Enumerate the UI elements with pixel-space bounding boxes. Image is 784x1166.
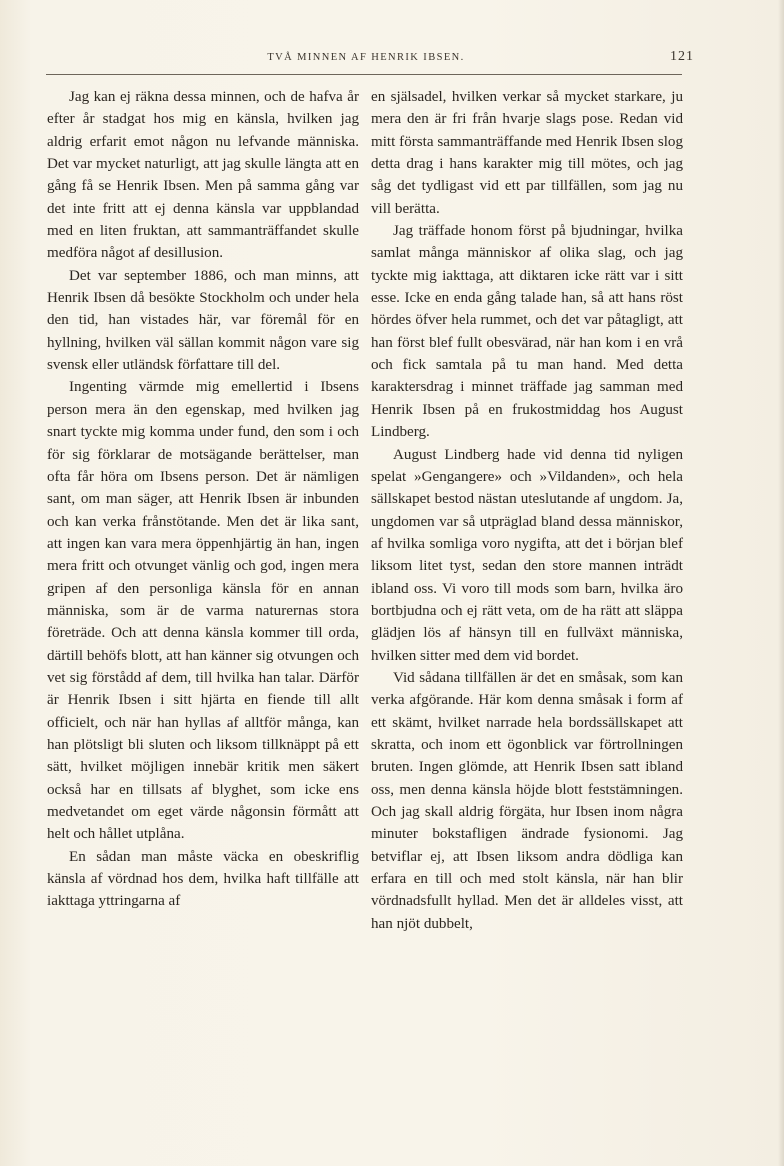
page-number: 121 (670, 49, 694, 64)
right-text-column (371, 86, 683, 935)
paragraph: Ingenting värmde mig emellertid i Ibsens person mera än den egenskap, med hvilken jag snart tyckte mig komma under fund, den som i och för sig förklarar de motsägande berättelser, man ofta får höra om Ibsens person. Det är nämligen sant, om man säger, att Henrik Ibsen är inbunden och kan verka frånstötande. Men det är lika sant, att ingen kan vara mera öppenhjärtig än han, ingen mera fritt och otvunget vänlig och god, ingen mera gripen af den personliga känsla för en annan människa, som är de varma naturernas stora företräde. Och att denna känsla kommer till orda, därtill behöfs blott, att han känner sig otvungen och vet sig förstådd af dem, till hvilka han talar. Därför är Henrik Ibsen i sitt hjärta en fiende till allt officielt, och när han hyllas af alltför många, kan han plötsligt bli sluten och liksom tillknäppt på ett sätt, hvilket möjligen innebär kritik men säkert också har en tillsats af blyghet, som icke ens medvetandet om eget värde någonsin förmått att helt och hållet utplåna. (47, 379, 359, 843)
paragraph: Vid sådana tillfällen är det en småsak, som kan verka afgörande. Här kom denna småsak i form af ett skämt, hvilket narrade hela bordssällskapet att skratta, och inom ett ögonblick var förtrollningen bruten. Ingen glömde, att Henrik Ibsen satt ibland oss, men denna känsla höjde blott feststämningen. Och jag skall aldrig förgäta, hur Ibsen inom några minuter bokstafligen ändrade fysionomi. Jag betviflar ej, att Ibsen liksom andra dödliga kan erfara en till och med stolt känsla, när han blir vördnadsfullt hyllad. Men det är alldeles visst, att han njöt dubbelt, (371, 669, 683, 932)
page-edge-shadow (778, 0, 784, 1166)
paragraph: En sådan man måste väcka en obeskriflig känsla af vördnad hos dem, hvilka haft tillfälle att iakttaga yttringarna af (47, 848, 359, 910)
left-text-column (47, 86, 359, 913)
paragraph: Jag kan ej räkna dessa minnen, och de hafva år efter år stadgat hos mig en känsla, hvilken jag aldrig erfarit emot någon nu lefvande människa. Det var mycket naturligt, att jag skulle längta att en gång få se Henrik Ibsen. Men på samma gång var det inte fritt att ej denna känsla var uppblandad med en liten fruktan, att sammanträffandet skulle medföra något af desillusion. (47, 89, 359, 262)
page-header (46, 49, 694, 70)
header-rule (46, 74, 682, 75)
paragraph: August Lindberg hade vid denna tid nyligen spelat »Gengangere» och »Vildanden», och hela sällskapet bestod nästan uteslutande af ungdom. Ja, ungdomen var så utpräglad bland dessa människor, af hvilka somliga voro nygifta, att det i början blef liksom litet tyst, sedan den store mannen inträdt ibland oss. Vi voro till mods som barn, hvilka äro bortbjudna och ej rätt veta, om de ha rätt att släppa glädjen lös af hänsyn till en fullväxt människa, hvilken sitter med dem vid bordet. (371, 446, 683, 664)
paragraph: Det var september 1886, och man minns, att Henrik Ibsen då besökte Stockholm och under hela den tid, han vistades här, var föremål för en hyllning, hvilken väl sällan kommit någon vare sig svensk eller utländsk författare till del. (47, 267, 359, 374)
running-title: TVÅ MINNEN AF HENRIK IBSEN. (267, 52, 465, 63)
paragraph-continued: en själsadel, hvilken verkar så mycket starkare, ju mera den är fri från hvarje slags pose. Redan vid mitt första sammanträffande med Henrik Ibsen slog detta drag i hans karakter mig till mötes, och jag såg det tydligast vid ett par tillfällen, som jag nu vill berätta. (371, 89, 683, 217)
paragraph: Jag träffade honom först på bjudningar, hvilka samlat många människor af olika slag, och jag tyckte mig iakttaga, att diktaren icke rätt var i sitt esse. Icke en enda gång talade han, så att hans röst hördes öfver hela rummet, och det var påtagligt, att han först blef fullt obesvärad, när han kom i en vrå och fick samtala på tu man hand. Med detta karaktersdrag i minnet träffade jag samman med Henrik Ibsen på en frukostmiddag hos August Lindberg. (371, 223, 683, 441)
